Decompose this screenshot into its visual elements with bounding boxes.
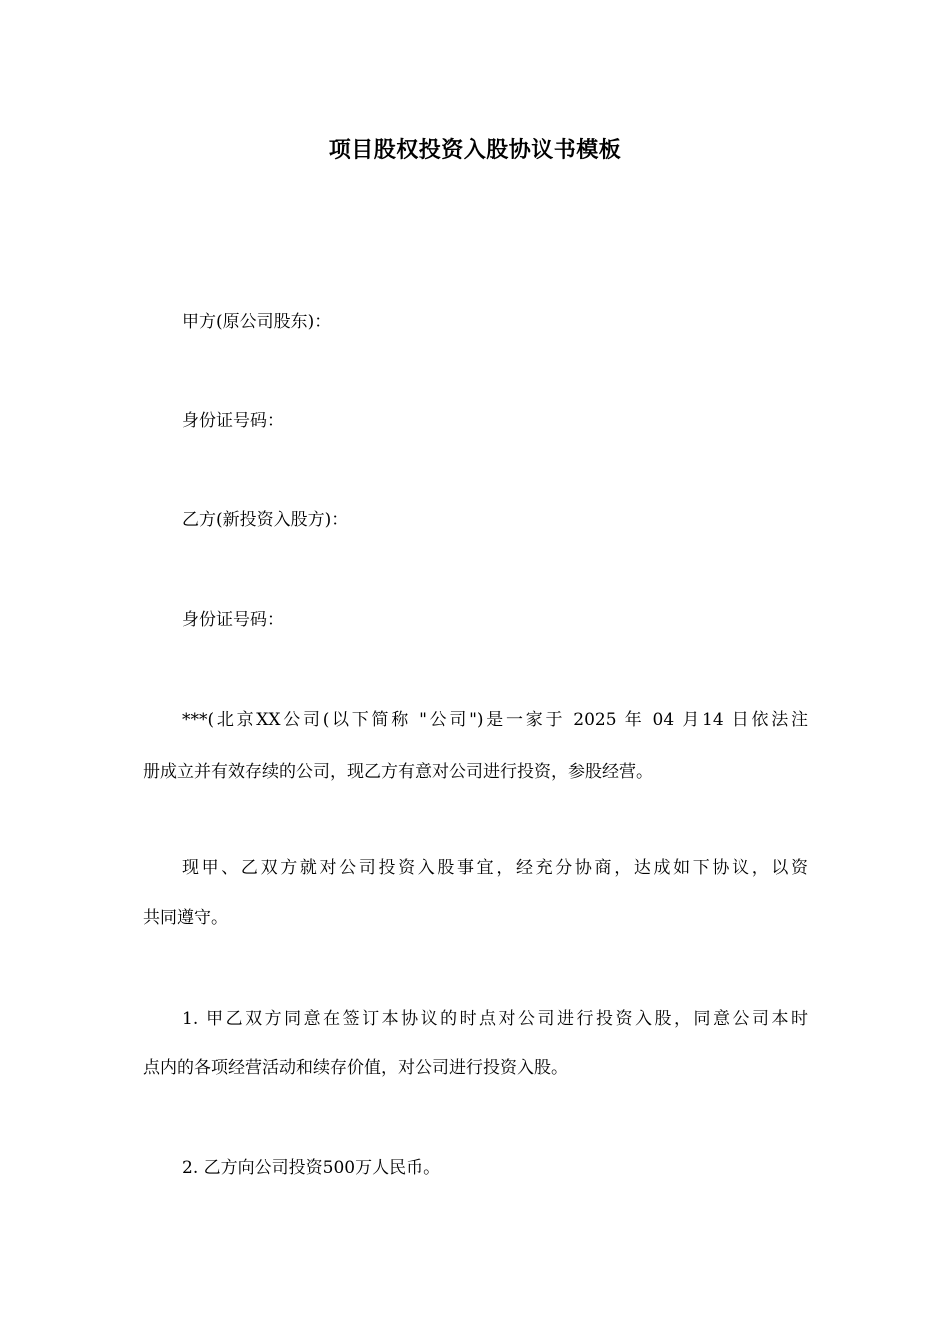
document-title: 项目股权投资入股协议书模板: [328, 138, 622, 163]
party-a-id-label: 身份证号码：: [182, 411, 284, 431]
clause-1-line-1: 1. 甲乙双方同意在签订本协议的时点对公司进行投资入股，同意公司本时: [182, 1009, 808, 1029]
intro-paragraph-line-2: 册成立并有效存续的公司，现乙方有意对公司进行投资，参股经营。: [143, 762, 653, 782]
consult-paragraph-line-1: 现甲、乙双方就对公司投资入股事宜，经充分协商，达成如下协议，以资: [182, 858, 808, 878]
party-a-label: 甲方(原公司股东)：: [182, 312, 332, 332]
party-b-label: 乙方(新投资入股方)：: [182, 510, 349, 530]
clause-2-line-1: 2. 乙方向公司投资500万人民币。: [182, 1158, 441, 1178]
intro-paragraph-line-1: ***(北京XX公司(以下简称 "公司")是一家于 2025 年 04 月14 日依法注: [182, 710, 808, 730]
clause-1-line-2: 点内的各项经营活动和续存价值，对公司进行投资入股。: [143, 1058, 568, 1078]
party-b-id-label: 身份证号码：: [182, 610, 284, 630]
consult-paragraph-line-2: 共同遵守。: [143, 908, 228, 928]
